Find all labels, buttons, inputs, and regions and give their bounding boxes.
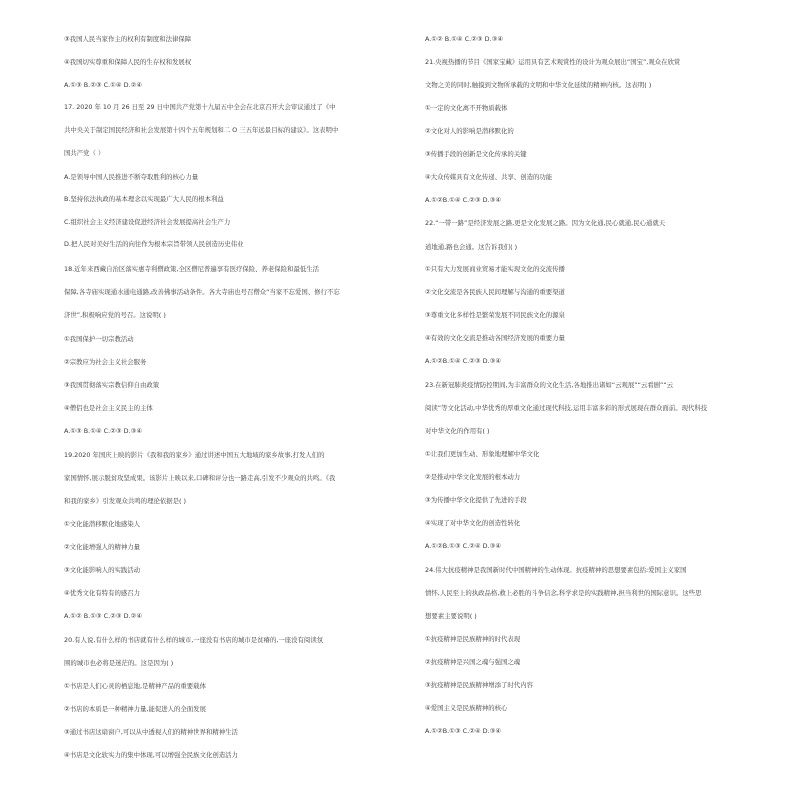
right-text-line: ③抗疫精神是民族精神增添了时代内容 [425, 681, 533, 689]
left-text-line: 济世”,积极响应党的号召。这说明( ) [64, 311, 166, 319]
right-text-line: A.①② B.①④ C.②③ D.③④ [425, 35, 504, 43]
right-text-line: 21.央视热播的节目《国家宝藏》运用具有艺术观赏性的设计为观众展出“国宝”,观众在欣赏 [425, 58, 681, 66]
right-text-line: ②抗疫精神是兴国之魂与强国之魂 [425, 658, 521, 666]
left-text-line: ③文化能影响人的实践活动 [64, 566, 141, 574]
left-text-line: ④优秀文化有特有的感召力 [64, 589, 141, 597]
left-text-line: 和我的家乡》引发观众共鸣的理论依据是( ) [64, 497, 187, 505]
right-text-line: 对中华文化的作用有( ) [425, 427, 490, 435]
left-text-line: D.把人民对美好生活的向往作为根本宗旨带领人民创造历史伟业 [64, 240, 244, 248]
left-text-line: 家国情怀,展示脱贫攻坚成果。该影片上映以来,口碑和评分也一路走高,引发不少观众的共鸣。《我 [64, 474, 336, 482]
right-text-line: ④大众传媒具有文化传递、共享、创造的功能 [425, 173, 553, 181]
right-text-line: ④有效的文化交流是推动各国经济发展的重要力量 [425, 334, 565, 342]
right-text-line: ②文化对人的影响是潜移默化的 [425, 127, 514, 135]
right-text-line: 22.“一带一路”是经济发展之路,更是文化发展之路。因为文化通,民心就通,民心通就天 [425, 219, 666, 227]
right-text-line: 道地通,路也会通。这告诉我们( ) [425, 243, 518, 251]
left-text-line: 20.有人说,有什么样的书店就有什么样的城市,一座没有书店的城市是贫瘠的,一座没有阅读氛 [64, 636, 324, 644]
right-text-line: ①抗疫精神是民族精神的时代表现 [425, 635, 521, 643]
left-text-line: ④我国切实尊重和保障人民的生存权和发展权 [64, 58, 192, 66]
right-text-line: ④爱国主义是民族精神的核心 [425, 704, 508, 712]
left-text-line: ②文化能增强人的精神力量 [64, 543, 141, 551]
left-text-line: ①我国保护一切宗教活动 [64, 335, 134, 343]
left-text-line: 19.2020 年国庆上映的影片《我和我的家乡》通过讲述中国五大地域的家乡故事,打发人们的 [64, 451, 325, 459]
right-text-line: ③传播手段的创新是文化传承的关键 [425, 150, 527, 158]
left-text-line: A.①③ B.②③ C.①④ D.②④ [64, 81, 143, 89]
left-text-line: 18.近年来西藏自治区落实惠寺利僧政策,全区僧尼普遍享有医疗保险、养老保险和最低生活 [64, 265, 320, 273]
right-text-line: A.①②B.①③ C.②④ D.③④ [425, 727, 502, 735]
left-text-line: ③通过书店这扇窗户,可以从中透视人们的精神世界和精神生活 [64, 728, 238, 736]
left-text-line: A.①② B.①③ C.②③ D.②④ [64, 612, 143, 620]
left-text-line: ③我国贯彻落实宗教信仰自由政策 [64, 381, 160, 389]
left-text-line: ②宗教应为社会主义社会服务 [64, 358, 147, 366]
left-text-line: C.组织社会主义经济建设促进经济社会发展提高社会生产力 [64, 218, 231, 226]
right-text-line: 阅读”等文化活动,中华优秀的厚重文化通过现代科技,运用丰富多彩的形式展现在群众面前。现代科技 [425, 404, 708, 412]
right-text-line: ②文化交流是各民族人民间理解与沟通的重要渠道 [425, 288, 565, 296]
right-text-line: 文物之美的同时,触摸到文物所承载的文明和中华文化延续的精神内核。这表明( ) [425, 81, 652, 89]
right-text-line: 情怀,人民至上的执政品格,救上必胜的斗争信念,科学求是的实践精神,担当利世的国际意识。这些思 [425, 589, 702, 597]
right-text-line: ①一定的文化离不开物质载体 [425, 104, 508, 112]
left-text-line: ①书店是人们心灵的栖息地,是精神产品的重要载体 [64, 682, 206, 690]
right-text-line: ③尊重文化多样性是繁荣发展不同民族文化的源泉 [425, 311, 565, 319]
right-text-line: A.①②B.①④ C.②③ D.③④ [425, 357, 502, 365]
right-text-line: A.①②B.①④ C.②③ D.③④ [425, 196, 502, 204]
left-text-line: B.坚持依法执政的基本理念以实现最广大人民的根本利益 [64, 195, 224, 203]
left-text-line: ④书店是文化软实力的集中体现,可以增强全民族文化创造活力 [64, 751, 238, 759]
right-text-line: ①只有大力发展商业贸易才能实现文化的交流传播 [425, 265, 565, 273]
left-text-line: A.①③ B.①④ C.②③ D.③④ [64, 427, 143, 435]
left-text-line: ④僧侣也是社会主义民主的主体 [64, 404, 153, 412]
right-text-line: ④实现了对中华文化的创造性转化 [425, 519, 521, 527]
left-text-line: ③我国人民当家作主的权利有制度和法律保障 [64, 35, 192, 43]
right-text-line: ①让我们更加生动、形象地理解中华文化 [425, 450, 540, 458]
left-text-line: 保障,各寺庙实现通水通电通路,改善佛事活动条件。各大寺庙也号召僧众“当家不忘爱国、修行不忘 [64, 288, 340, 296]
left-text-line: ①文化能潜移默化地感染人 [64, 520, 141, 528]
left-text-line: 国共产党（ ） [64, 149, 105, 157]
right-text-line: A.①②B.①③ C.②④ D.③④ [425, 542, 502, 550]
right-text-line: 24.伟大抗疫精神是我国新时代中国精神的生动体现。抗疫精神的思想要素包括:爱国主义家国 [425, 566, 687, 574]
left-text-line: 17. 2020 年 10 月 26 日至 29 日中国共产党第十九届五中全会在北京召开大会审议通过了《中 [64, 103, 336, 111]
right-text-line: 23.在新冠肺炎疫情防控期间,为丰富群众的文化生活,各地推出诸如“云观展”“云看剧”“云 [425, 381, 674, 389]
left-text-line: 围的城市也必将是迷茫的。这是因为( ) [64, 659, 174, 667]
right-text-line: 想要素主要说明( ) [425, 612, 477, 620]
right-text-line: ③为传播中华文化提供了先进的手段 [425, 496, 527, 504]
left-text-line: A.是领导中国人民推进不断夺取胜利的核心力量 [64, 173, 199, 181]
right-text-line: ②是推动中华文化发展的根本动力 [425, 473, 521, 481]
left-text-line: 共中央关于制定国民经济和社会发展第十四个五年规划和二 O 三五年远景目标的建议》。这表明中 [64, 126, 339, 134]
left-text-line: ②书店的本质是一种精神力量,能促进人的全面发展 [64, 705, 206, 713]
